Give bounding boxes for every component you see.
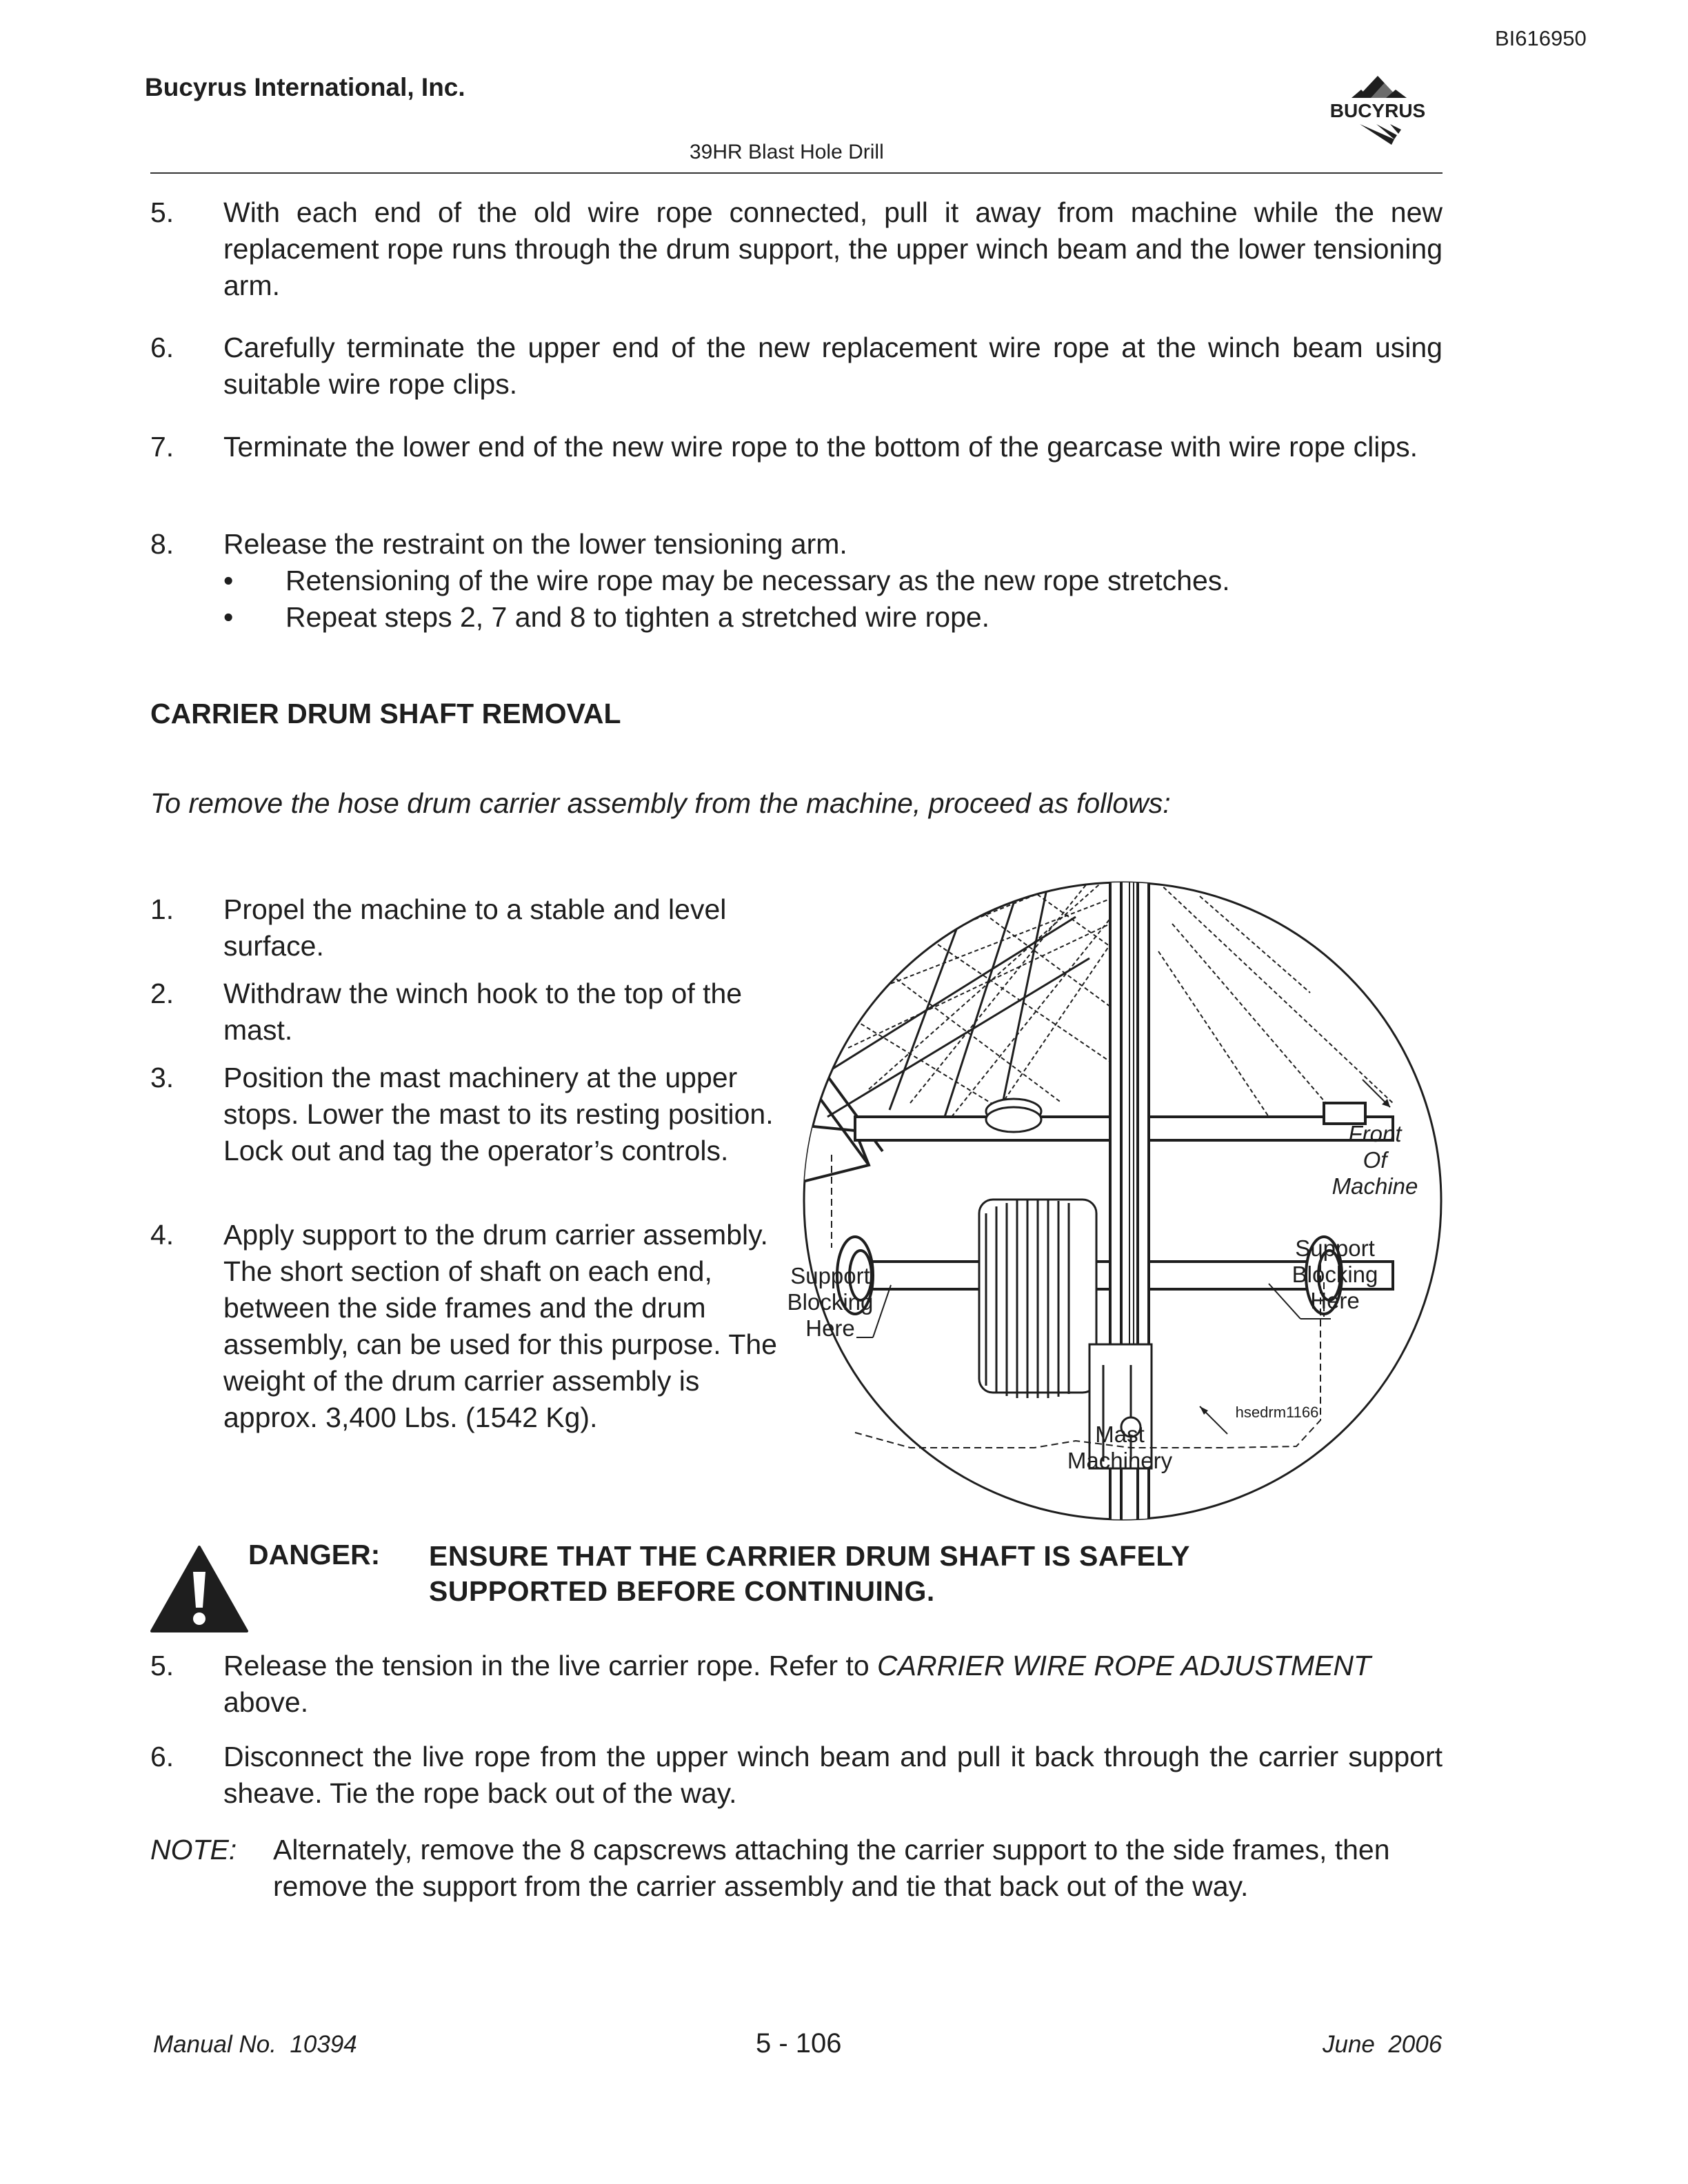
label-front-1: Front: [1348, 1121, 1402, 1146]
bucyrus-logo: [1310, 70, 1445, 152]
step-text: Release the restraint on the lower tensioning arm.: [223, 528, 847, 560]
hose-drum: [979, 1099, 1096, 1398]
step-text: Apply support to the drum carrier assembly. The short section of shaft on each end, between the side frames and the drum assembly, can be used for this purpose. The weight of the drum carrier assembly is approx. 3,400 Lbs. (1542 Kg).: [223, 1219, 777, 1433]
footer-page-number: 5 - 106: [756, 2028, 842, 2059]
note-text: Alternately, remove the 8 capscrews attaching the carrier support to the side frames, then remove the support from the carrier assembly and tie that back out of the way.: [273, 1834, 1390, 1902]
step-text: Propel the machine to a stable and level surface.: [223, 893, 727, 962]
label-support-left-3: Here: [805, 1315, 855, 1341]
step-number: 7.: [150, 431, 174, 463]
section-intro: To remove the hose drum carrier assembly from the machine, proceed as follows:: [150, 787, 1171, 819]
danger-label: DANGER:: [248, 1539, 381, 1570]
label-front-3: Machine: [1332, 1173, 1418, 1199]
label-support-left-1: Support: [790, 1263, 870, 1288]
label-front-2: Of: [1363, 1147, 1387, 1173]
step-number: 6.: [150, 1741, 174, 1772]
label-support-right-1: Support: [1295, 1235, 1375, 1261]
step-text: Position the mast machinery at the upper stops. Lower the mast to its resting position. Lock out and tag the operator’s controls.: [223, 1062, 774, 1166]
danger-text: ENSURE THAT THE CARRIER DRUM SHAFT IS SAFELY SUPPORTED BEFORE CONTINUING.: [429, 1540, 1190, 1607]
svg-text:BUCYRUS: BUCYRUS: [1329, 100, 1426, 121]
note-label: NOTE:: [150, 1834, 237, 1866]
cross-reference: CARRIER WIRE ROPE ADJUSTMENT: [877, 1650, 1372, 1681]
step-number: 4.: [150, 1219, 174, 1251]
header-divider: [150, 172, 1443, 174]
bullet-text: Repeat steps 2, 7 and 8 to tighten a stretched wire rope.: [285, 601, 990, 633]
label-mast-machinery-2: Machinery: [1067, 1448, 1173, 1473]
bullet-text: Retensioning of the wire rope may be necessary as the new rope stretches.: [285, 565, 1230, 596]
step-text: Terminate the lower end of the new wire rope to the bottom of the gearcase with wire rope clips.: [223, 431, 1418, 463]
footer-manual-number: Manual No. 10394: [153, 2031, 357, 2058]
step-text-after: above.: [223, 1686, 309, 1718]
section-heading: CARRIER DRUM SHAFT REMOVAL: [150, 698, 621, 729]
step-number: 3.: [150, 1062, 174, 1093]
figure-code: hsedrm1166: [1235, 1404, 1319, 1421]
warning-triangle-icon: [149, 1544, 250, 1634]
label-support-left-2: Blocking: [787, 1289, 874, 1315]
step-number: 1.: [150, 893, 174, 925]
company-name: Bucyrus International, Inc.: [145, 73, 465, 101]
step-text: With each end of the old wire rope connected, pull it away from machine while the new replacement rope runs through the drum support, the upper winch beam and the lower tensioning arm.: [223, 196, 1443, 301]
document-subtitle: 39HR Blast Hole Drill: [690, 141, 884, 163]
step-text: [223, 1648, 1443, 1721]
step-number: 8.: [150, 528, 174, 560]
step-number: 5.: [150, 196, 174, 228]
label-support-right-2: Blocking: [1292, 1262, 1378, 1287]
label-support-right-3: Here: [1310, 1288, 1360, 1313]
mast-lattice-solid: [800, 882, 1089, 1117]
step-text: Carefully terminate the upper end of the new replacement wire rope at the winch beam using suitable wire rope clips.: [223, 332, 1443, 400]
document-id: BI616950: [1495, 26, 1587, 50]
step-number: 5.: [150, 1650, 174, 1681]
step-text: Disconnect the live rope from the upper winch beam and pull it back through the carrier support sheave. Tie the rope back out of the way.: [223, 1741, 1443, 1809]
footer-date: June 2006: [1323, 2031, 1443, 2058]
step-text-before: Release the tension in the live carrier rope. Refer to: [223, 1650, 878, 1681]
carrier-frame: [786, 1048, 1393, 1186]
bullet-symbol: •: [223, 565, 234, 596]
label-mast-machinery-1: Mast: [1095, 1422, 1145, 1447]
step-text: Withdraw the winch hook to the top of the mast.: [223, 978, 743, 1046]
step-number: 2.: [150, 978, 174, 1009]
bullet-symbol: •: [223, 601, 234, 633]
drum-carrier-figure: [786, 841, 1448, 1537]
step-number: 6.: [150, 332, 174, 363]
